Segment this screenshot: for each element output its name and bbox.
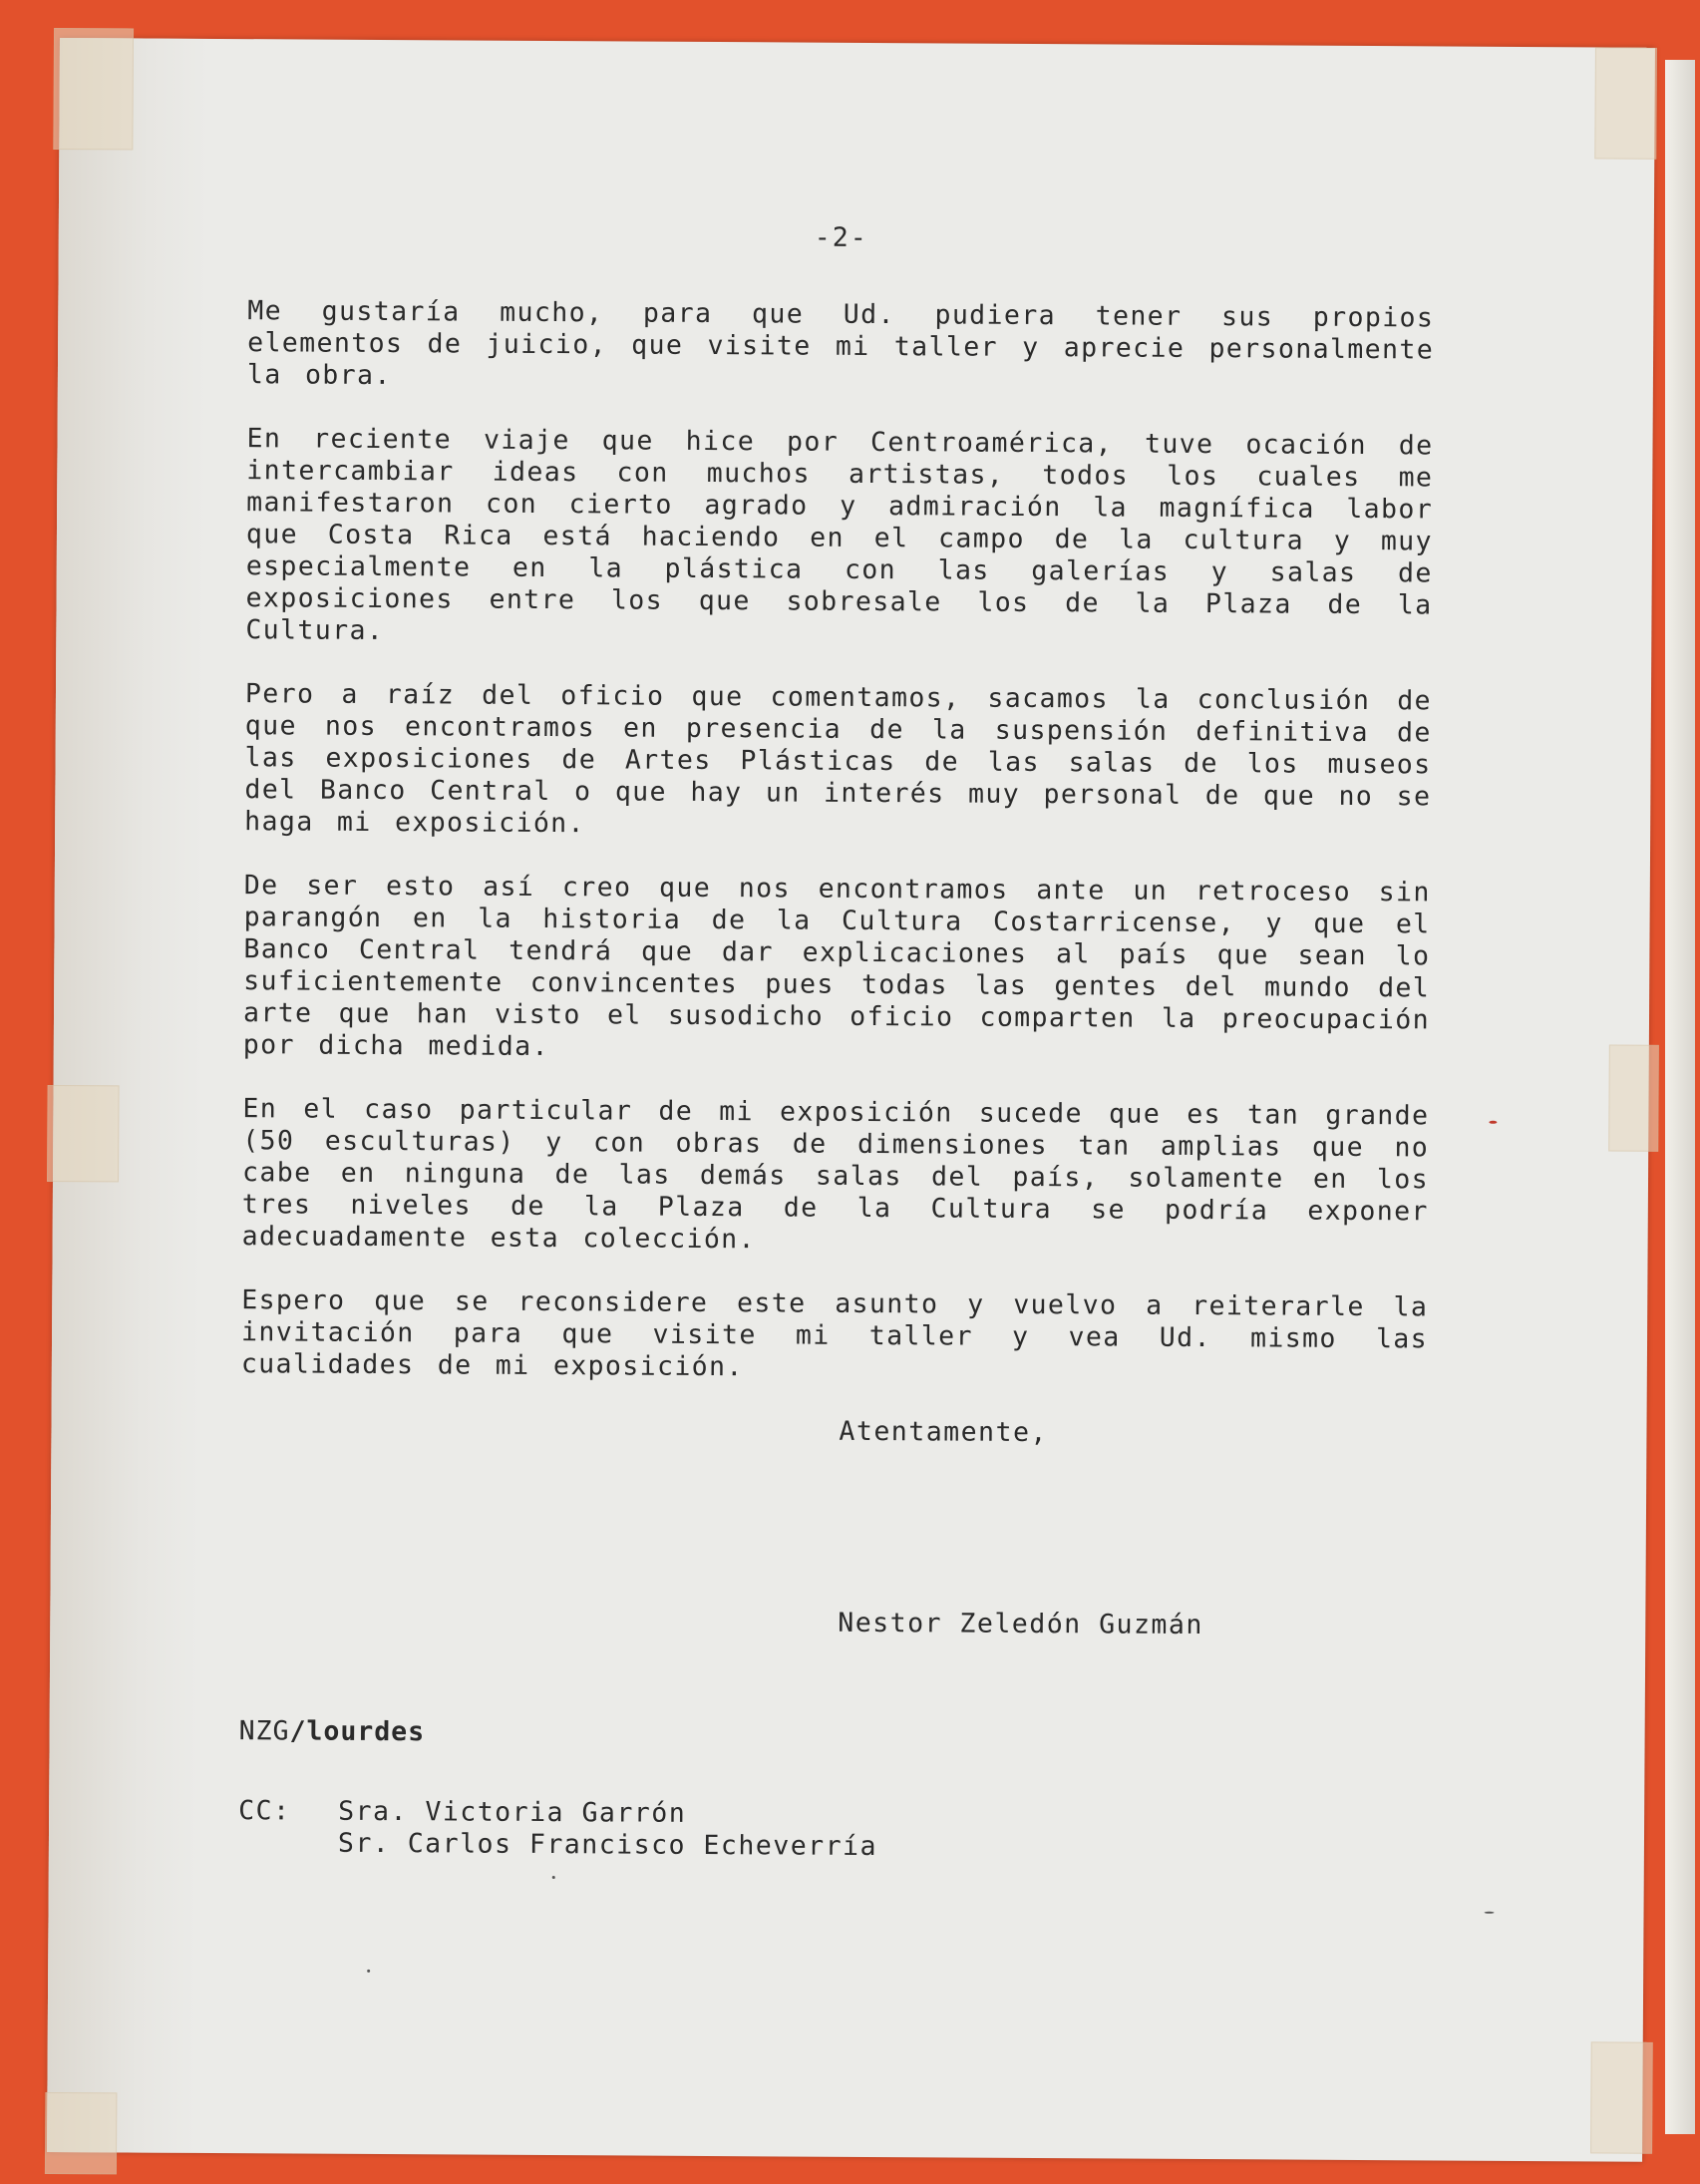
paper-speck (552, 1876, 555, 1879)
cc-recipient: Sr. Carlos Francisco Echeverría (337, 1827, 878, 1863)
letter-page (47, 38, 1655, 2162)
paragraph: De ser esto así creo que nos encontramos ante un retroceso sin parangón en la historia de la Cultura Costarricense, y que el Banco Central tendrá que dar explicaciones al país que sean lo suficientemente convincentes pues todas las gentes del mundo del arte que han visto el susodicho oficio comparten la preocupación por dicha medida. (242, 870, 1431, 1063)
carbon-copy-block (238, 1795, 1425, 1866)
paragraph: Me gustaría mucho, para que Ud. pudiera tener sus propios elementos de juicio, que visite mi taller y aprecie personalmente la obra. (246, 295, 1435, 392)
paragraph: Espero que se reconsidere este asunto y vuelvo a reiterarle la invitación para que visite mi taller y vea Ud. mismo las cualidades de mi exposición. (240, 1284, 1429, 1383)
paper-speck (367, 1970, 370, 1973)
cc-label: CC: (238, 1795, 291, 1827)
initials-prefix: NZG (238, 1715, 290, 1747)
paper-speck (1485, 1912, 1495, 1914)
closing: Atentamente, (839, 1415, 1049, 1449)
tape-strip (45, 2092, 117, 2174)
page-number: -2- (814, 221, 868, 253)
tape-strip (47, 1085, 120, 1182)
cc-recipient: Sra. Victoria Garrón (338, 1795, 687, 1829)
tape-strip (53, 28, 134, 150)
reference-initials (239, 1715, 1426, 1754)
paper-speck (1489, 1121, 1497, 1124)
initials-suffix: /lourdes (289, 1715, 426, 1748)
cc-list (338, 1796, 877, 1863)
tape-strip (1608, 1045, 1659, 1152)
tape-strip (1594, 47, 1657, 159)
signature-name: Nestor Zeledón Guzmán (838, 1607, 1203, 1641)
paragraph: En reciente viaje que hice por Centroamérica, tuve ocación de intercambiar ideas con muchos artistas, todos los cuales me manifestaron con cierto agrado y admiración la magnífica labor que Costa Rica está haciendo en el campo de la cultura y muy especialmente en la plástica con las galerías y salas de exposiciones entre los que sobresale los de la Plaza de la Cultura. (245, 423, 1434, 646)
tape-strip (1590, 2041, 1653, 2153)
backing-board-edge (1665, 60, 1695, 2134)
paragraph: Pero a raíz del oficio que comentamos, sacamos la conclusión de que nos encontramos en presencia de la suspensión definitiva de las exposiciones de Artes Plásticas de las salas de los museos del Banco Central o que hay un interés muy personal de que no se haga mi exposición. (244, 678, 1433, 840)
letter-body (238, 218, 1435, 1866)
paragraph: En el caso particular de mi exposición sucede que es tan grande (50 esculturas) y con obras de dimensiones tan amplias que no cabe en ninguna de las demás salas del país, solamente en los tres niveles de la Plaza de la Cultura se podría exponer adecuadamente esta colección. (241, 1093, 1430, 1256)
